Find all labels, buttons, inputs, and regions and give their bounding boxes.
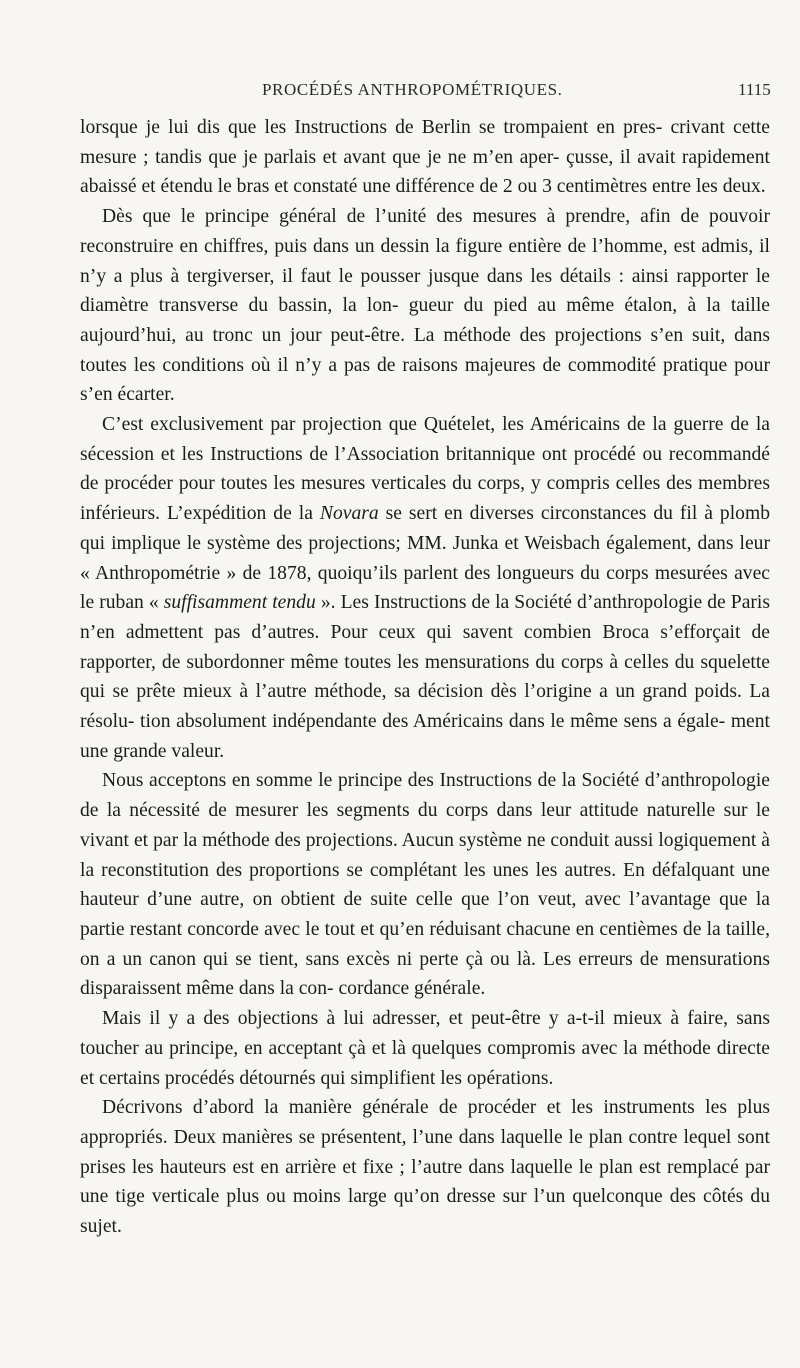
running-title: PROCÉDÉS ANTHROPOMÉTRIQUES. bbox=[262, 80, 563, 99]
ship-name-novara: Novara bbox=[319, 503, 379, 525]
paragraph-3-part-3: ». Les Instructions de la Société d’anthropologie de Paris n’en admettent pas d’autres. Pour ceux qui savent combien Broca s’efforçait de rapporter, de subordonner même toutes les mensurations du corps à celles du squelette qui se prête mieux à l’autre méthode, sa décision dès l’origine a un grand poids. La résolu- tion absolument indépendante des Américains dans le même sens a égale- ment une grande valeur. bbox=[80, 592, 770, 762]
quoted-phrase: suffisamment tendu bbox=[163, 592, 316, 614]
page-number: 1115 bbox=[738, 80, 771, 99]
paragraph-4: Nous acceptons en somme le principe des Instructions de la Société d’anthropologie de la nécessité de mesurer les segments du corps dans leur attitude naturelle sur le vivant et par la méthode des projections. Aucun système ne conduit aussi logiquement à la reconstitution des proportions se complétant les unes les autres. En défalquant une hauteur d’une autre, on obtient de suite celle que l’on veut, avec l’avantage que la partie restant concorde avec le tout et qu’en réduisant chacune en centièmes de la taille, on a un canon qui se tient, sans excès ni perte çà ou là. Les erreurs de mensurations disparaissent même dans la con- cordance générale. bbox=[80, 770, 770, 1000]
running-head bbox=[0, 80, 800, 104]
paragraph-2: Dès que le principe général de l’unité des mesures à prendre, afin de pouvoir reconstruire en chiffres, puis dans un dessin la figure entière de l’homme, est admis, il n’y a plus à tergiverser, il faut le pousser jusque dans les détails : ainsi rapporter le diamètre transverse du bassin, la lon- gueur du pied au même étalon, à la taille aujourd’hui, au tronc un jour peut-être. La méthode des projections s’en suit, dans toutes les conditions où il n’y a pas de raisons majeures de commodité pratique pour s’en écarter. bbox=[80, 206, 770, 406]
paragraph-1: lorsque je lui dis que les Instructions de Berlin se trompaient en pres- crivant cette mesure ; tandis que je parlais et avant que je ne m’en aper- çusse, il avait rapidement abaissé et étendu le bras et constaté une différence de 2 ou 3 centimètres entre les deux. bbox=[80, 117, 770, 198]
paragraph-3-part-2: se sert en diverses circonstances du fil à plomb qui implique le système des projections; MM. Junka et Weisbach également, dans leur « Anthropométrie » de 1878, quoiqu’ils parlent des longueurs du corps mesurées avec le ruban « bbox=[80, 503, 771, 614]
paragraph-3 bbox=[80, 410, 770, 766]
paragraph-3-part-1: C’est exclusivement par projection que Quételet, les Américains de la guerre de la sécession et les Instructions de l’Association britannique ont procédé ou recommandé de procéder pour toutes les mesures verticales du corps, y compris celles des membres inférieurs. L’expédition de la bbox=[80, 414, 770, 525]
paragraph-5: Mais il y a des objections à lui adresser, et peut-être y a-t-il mieux à faire, sans toucher au principe, en acceptant çà et là quelques compromis avec la méthode directe et certains procédés détournés qui simplifient les opérations. bbox=[80, 1008, 770, 1089]
body-text bbox=[80, 113, 770, 1242]
paragraph-6: Décrivons d’abord la manière générale de procéder et les instruments les plus appropriés. Deux manières se présentent, l’une dans laquelle le plan contre lequel sont prises les hauteurs est en arrière et fixe ; l’autre dans laquelle le plan est remplacé par une tige verticale plus ou moins large qu’on dresse sur l’un quelconque des côtés du sujet. bbox=[80, 1097, 770, 1238]
